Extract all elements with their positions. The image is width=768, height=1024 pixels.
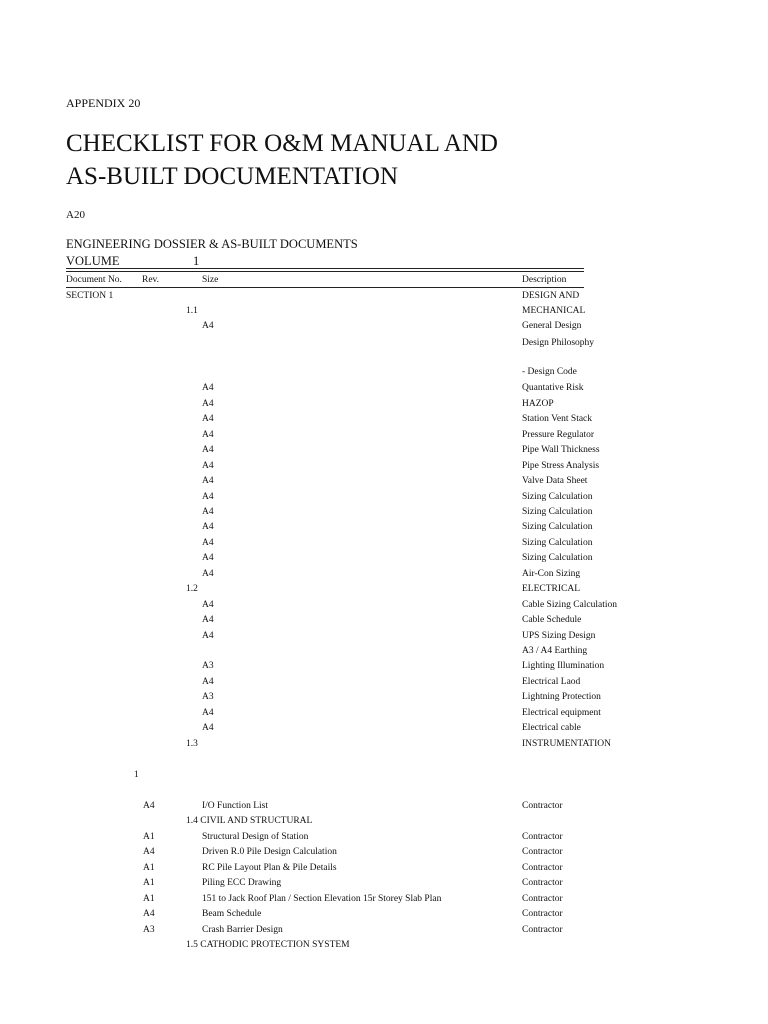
- row-rev: A4: [143, 847, 155, 857]
- document-code: A20: [66, 209, 85, 221]
- row-rev: A1: [143, 894, 155, 904]
- dossier-title: ENGINEERING DOSSIER & AS-BUILT DOCUMENTS: [66, 237, 358, 251]
- row-description: Cable Schedule: [522, 615, 582, 625]
- row-description: Pipe Stress Analysis: [522, 461, 600, 471]
- row-size: RC Pile Layout Plan & Pile Details: [202, 863, 337, 873]
- row-description: Lighting Illumination: [522, 661, 605, 671]
- volume-label: VOLUME: [66, 254, 120, 268]
- row-description: Electrical equipment: [522, 708, 601, 718]
- row-size: A3: [202, 661, 214, 671]
- row-description: Pressure Regulator: [522, 430, 595, 440]
- col-header-rev: Rev.: [142, 275, 160, 285]
- row-size: A4: [202, 615, 214, 625]
- subsection-number: 1.1: [186, 306, 198, 316]
- row-rev: A4: [143, 801, 155, 811]
- row-size: A4: [202, 723, 214, 733]
- row-description: Quantative Risk: [522, 383, 584, 393]
- row-size: Crash Barrier Design: [202, 925, 283, 935]
- row-rev: A1: [143, 832, 155, 842]
- row-size: A3: [202, 692, 214, 702]
- row-description: Contractor: [522, 863, 563, 873]
- row-description: Sizing Calculation: [522, 553, 593, 563]
- row-description: Contractor: [522, 909, 563, 919]
- col-header-description: Description: [522, 275, 567, 285]
- row-size: 151 to Jack Roof Plan / Section Elevation 15r Storey Slab Plan: [202, 894, 442, 904]
- subsection-description: ELECTRICAL: [522, 584, 581, 594]
- row-description: Contractor: [522, 894, 563, 904]
- row-description: Sizing Calculation: [522, 507, 593, 517]
- row-description: Electrical cable: [522, 723, 581, 733]
- row-description: Station Vent Stack: [522, 414, 593, 424]
- row-size: Structural Design of Station: [202, 832, 309, 842]
- row-size: A4: [202, 522, 214, 532]
- row-size: A4: [202, 430, 214, 440]
- row-rev: A4: [143, 909, 155, 919]
- row-description: Contractor: [522, 801, 563, 811]
- row-description: Air-Con Sizing: [522, 569, 581, 579]
- row-size: A4: [202, 492, 214, 502]
- section-label: SECTION 1: [66, 291, 114, 301]
- stray-number: 1: [134, 770, 139, 780]
- row-description: HAZOP: [522, 399, 554, 409]
- row-description: Electrical Laod: [522, 677, 581, 687]
- subsection-number: 1.3: [186, 739, 198, 749]
- row-description: Contractor: [522, 878, 563, 888]
- row-size: A4: [202, 677, 214, 687]
- row-size: A4: [202, 708, 214, 718]
- row-description: Contractor: [522, 832, 563, 842]
- row-size: A4: [202, 383, 214, 393]
- row-description: Contractor: [522, 925, 563, 935]
- row-description: Sizing Calculation: [522, 522, 593, 532]
- row-size: A4: [202, 461, 214, 471]
- row-size: A4: [202, 476, 214, 486]
- row-description: Lightning Protection: [522, 692, 601, 702]
- header-rule-top: [66, 268, 584, 269]
- volume-number: 1: [193, 254, 200, 268]
- row-description: Sizing Calculation: [522, 538, 593, 548]
- row-description: UPS Sizing Design: [522, 631, 596, 641]
- row-size: Piling ECC Drawing: [202, 878, 282, 888]
- col-header-doc-no: Document No.: [66, 275, 122, 285]
- header-rule-bottom: [66, 287, 584, 288]
- subsection-description: MECHANICAL: [522, 306, 586, 316]
- row-description: Cable Sizing Calculation: [522, 600, 617, 610]
- row-rev: A3: [143, 925, 155, 935]
- row-rev: A1: [143, 863, 155, 873]
- row-size: I/O Function List: [202, 801, 268, 811]
- col-header-size: Size: [202, 275, 219, 285]
- row-size: A4: [202, 553, 214, 563]
- subsection-heading: 1.4 CIVIL AND STRUCTURAL: [186, 816, 313, 826]
- row-size: Beam Schedule: [202, 909, 262, 919]
- row-description: General Design: [522, 321, 582, 331]
- row-size: A4: [202, 414, 214, 424]
- page-title-line-1: CHECKLIST FOR O&M MANUAL AND: [66, 130, 498, 157]
- page-title-line-2: AS-BUILT DOCUMENTATION: [66, 163, 399, 190]
- appendix-label: APPENDIX 20: [66, 96, 141, 110]
- row-size: A4: [202, 600, 214, 610]
- row-description: Pipe Wall Thickness: [522, 445, 600, 455]
- row-size: A4: [202, 445, 214, 455]
- row-size: A4: [202, 321, 214, 331]
- row-size: Driven R.0 Pile Design Calculation: [202, 847, 337, 857]
- subsection-number: 1.2: [186, 584, 198, 594]
- row-description: Sizing Calculation: [522, 492, 593, 502]
- row-description: A3 / A4 Earthing: [522, 646, 588, 656]
- row-description: Design Philosophy: [522, 338, 595, 348]
- subsection-heading: 1.5 CATHODIC PROTECTION SYSTEM: [186, 940, 350, 950]
- row-size: A4: [202, 507, 214, 517]
- subsection-description: INSTRUMENTATION: [522, 739, 611, 749]
- row-rev: A1: [143, 878, 155, 888]
- row-size: A4: [202, 631, 214, 641]
- row-description: Contractor: [522, 847, 563, 857]
- row-description: - Design Code: [522, 367, 577, 377]
- row-size: A4: [202, 569, 214, 579]
- row-size: A4: [202, 399, 214, 409]
- row-description: Valve Data Sheet: [522, 476, 588, 486]
- row-size: A4: [202, 538, 214, 548]
- section-description: DESIGN AND: [522, 291, 580, 301]
- header-rule-second: [66, 271, 584, 272]
